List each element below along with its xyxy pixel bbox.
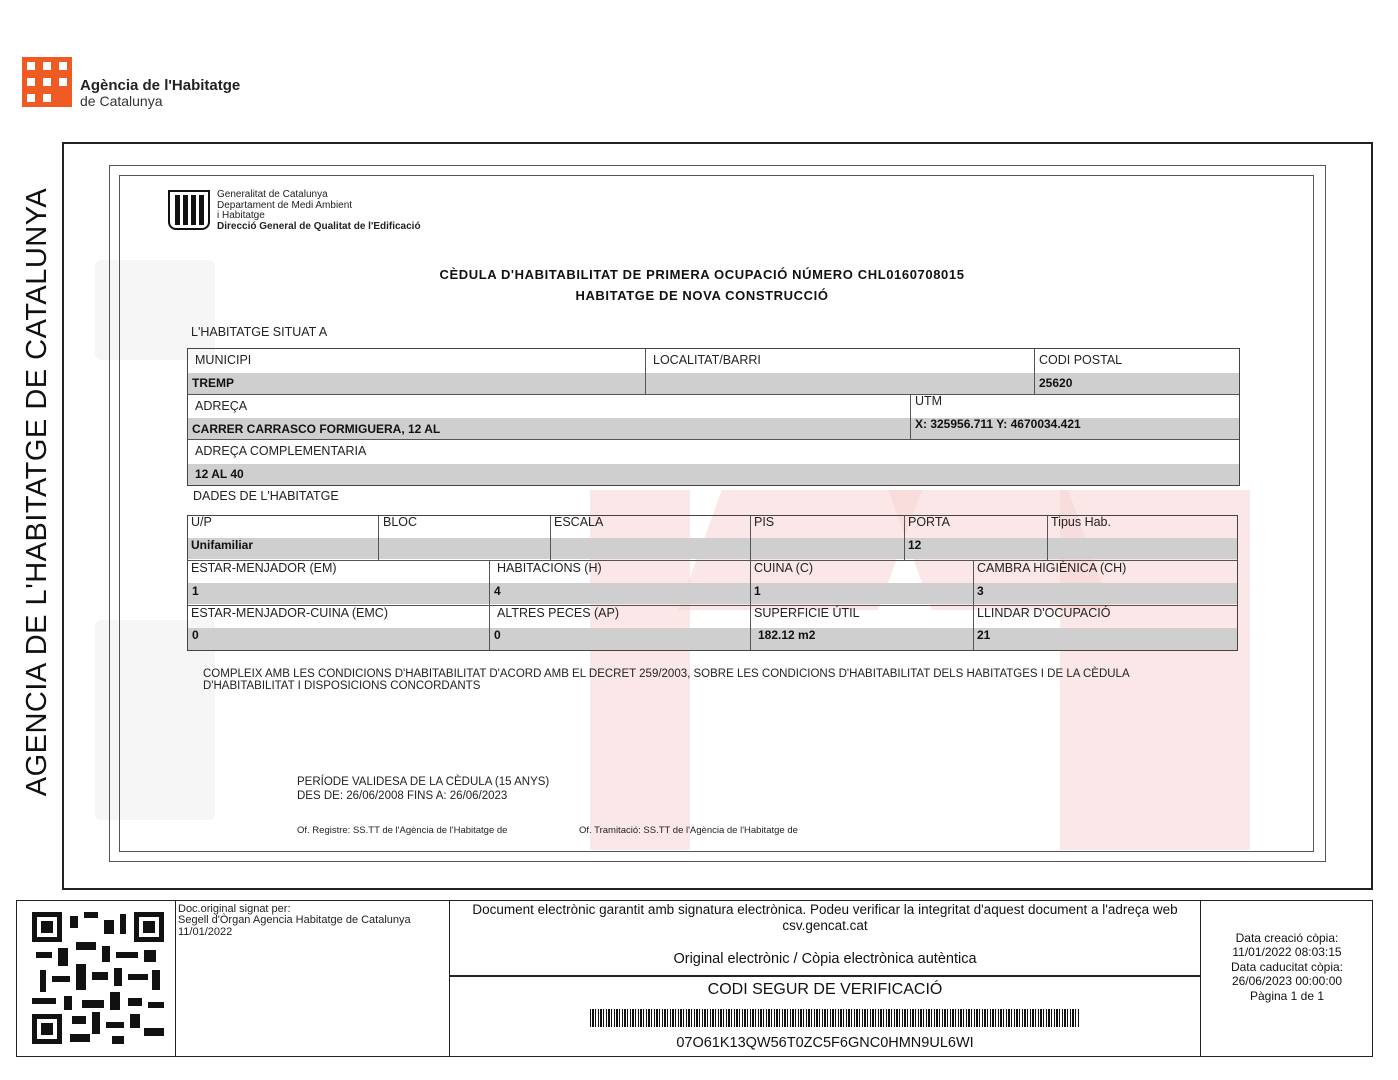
signed-date: 11/01/2022 bbox=[178, 926, 233, 938]
postal-code-value: 25620 bbox=[1039, 376, 1073, 390]
municipi-label: MUNICIPI bbox=[195, 353, 252, 367]
page-number: Pàgina 1 de 1 bbox=[1249, 989, 1325, 1003]
porta-value: 12 bbox=[908, 538, 922, 552]
footer-divider bbox=[449, 975, 1200, 977]
col-divider bbox=[750, 560, 751, 650]
su-label: SUPERFICIE ÚTIL bbox=[754, 606, 860, 620]
value-row-bg bbox=[188, 583, 1237, 604]
porta-label: PORTA bbox=[908, 515, 950, 529]
col-divider bbox=[1034, 349, 1035, 394]
expiry-date-label: Data caducitat còpia: bbox=[1230, 960, 1344, 974]
col-divider bbox=[550, 516, 551, 560]
validity-dates: DES DE: 26/06/2008 FINS A: 26/06/2023 bbox=[297, 790, 508, 802]
gencat-line3: i Habitatge bbox=[217, 210, 265, 221]
ap-value: 0 bbox=[494, 628, 501, 642]
agency-name bbox=[80, 77, 240, 109]
em-label: ESTAR-MENJADOR (EM) bbox=[191, 561, 337, 575]
registry-office: Of. Registre: SS.TT de l'Agència de l'Habitatge de bbox=[297, 825, 508, 836]
document-title: CÈDULA D'HABITABILITAT DE PRIMERA OCUPACIÓ NÚMERO CHL0160708015 bbox=[439, 267, 965, 282]
em-value: 1 bbox=[192, 584, 199, 598]
up-value: Unifamiliar bbox=[191, 538, 254, 552]
expiry-date-value: 26/06/2023 00:00:00 bbox=[1231, 974, 1343, 988]
bloc-label: BLOC bbox=[383, 515, 418, 529]
up-label: U/P bbox=[191, 515, 212, 529]
ll-value: 21 bbox=[977, 628, 991, 642]
col-divider bbox=[973, 560, 974, 650]
gencat-line1: Generalitat de Catalunya bbox=[217, 189, 328, 200]
csv-website-link[interactable]: csv.gencat.cat bbox=[782, 918, 868, 933]
qr-code-icon bbox=[32, 912, 164, 1044]
ap-label: ALTRES PECES (AP) bbox=[497, 606, 620, 620]
section-location-label: L'HABITATGE SITUAT A bbox=[191, 325, 328, 339]
csv-title: CODI SEGUR DE VERIFICACIÓ bbox=[707, 981, 943, 998]
address-label: ADREÇA bbox=[195, 399, 248, 413]
value-row-bg bbox=[188, 464, 1239, 485]
side-vertical-text: AGENCIA DE L'HABITATGE DE CATALUNYA bbox=[21, 187, 53, 797]
su-value: 182.12 m2 bbox=[758, 628, 816, 642]
generalitat-header bbox=[217, 190, 421, 232]
gencat-line4: Direcció General de Qualitat de l'Edificació bbox=[217, 220, 421, 232]
address-value: CARRER CARRASCO FORMIGUERA, 12 AL bbox=[192, 422, 441, 436]
signed-by-organ: Segell d'Òrgan Agencia Habitatge de Catalunya bbox=[178, 914, 411, 926]
localitat-label: LOCALITAT/BARRI bbox=[653, 353, 761, 367]
value-row-bg bbox=[188, 628, 1237, 650]
ch-label: CAMBRA HIGIÈNICA (CH) bbox=[977, 561, 1127, 575]
h-value: 4 bbox=[494, 584, 501, 598]
col-divider bbox=[645, 349, 646, 394]
signed-by-label: Doc.original signat per: bbox=[178, 903, 291, 915]
creation-date-value: 11/01/2022 08:03:15 bbox=[1232, 945, 1342, 959]
escala-label: ESCALA bbox=[554, 515, 604, 529]
agency-logo-icon bbox=[22, 57, 72, 107]
postal-code-label: CODI POSTAL bbox=[1039, 353, 1123, 367]
emc-label: ESTAR-MENJADOR-CUINA (EMC) bbox=[191, 606, 388, 620]
guarantee-text: Document electrònic garantit amb signatura electrònica. Podeu verificar la integritat d'aquest document a l'adreça web bbox=[472, 902, 1178, 917]
h-label: HABITACIONS (H) bbox=[497, 561, 602, 575]
address-complement-value: 12 AL 40 bbox=[195, 467, 244, 481]
utm-value: X: 325956.711 Y: 4670034.421 bbox=[915, 417, 1081, 431]
footer-divider bbox=[1200, 901, 1201, 1056]
emc-value: 0 bbox=[192, 628, 199, 642]
col-divider bbox=[1047, 516, 1048, 560]
value-row-bg bbox=[188, 538, 1237, 559]
validity-period: PERÍODE VALIDESA DE LA CÈDULA (15 ANYS) bbox=[297, 776, 550, 788]
pis-label: PIS bbox=[754, 515, 775, 529]
row-divider bbox=[188, 394, 1239, 395]
c-value: 1 bbox=[754, 584, 761, 598]
col-divider bbox=[378, 516, 379, 560]
tipus-label: Tipus Hab. bbox=[1051, 515, 1111, 529]
compliance-line2: D'HABITABILITAT I DISPOSICIONS CONCORDANTS bbox=[203, 680, 481, 692]
municipi-value: TREMP bbox=[192, 376, 234, 390]
compliance-line1: COMPLEIX AMB LES CONDICIONS D'HABITABILITAT D'ACORD AMB EL DECRET 259/2003, SOBRE LES CONDICIONS D'HABITABILITAT DELS HABITATGES I DE LA CÈDULA bbox=[203, 668, 1130, 680]
agency-name-line2: de Catalunya bbox=[80, 93, 163, 109]
ch-value: 3 bbox=[977, 584, 984, 598]
col-divider bbox=[910, 394, 911, 439]
row-divider bbox=[188, 439, 1239, 440]
gencat-line2: Departament de Medi Ambient bbox=[217, 199, 353, 211]
footer-divider bbox=[175, 901, 176, 1056]
col-divider bbox=[750, 516, 751, 560]
original-copy-text: Original electrònic / Còpia electrònica autèntica bbox=[673, 951, 977, 967]
section-dwelling-label: DADES DE L'HABITATGE bbox=[193, 489, 339, 503]
generalitat-shield-icon bbox=[168, 190, 210, 230]
utm-label: UTM bbox=[915, 394, 943, 408]
col-divider bbox=[904, 516, 905, 560]
csv-code: 07O61K13QW56T0ZC5F6GNC0HMN9UL6WI bbox=[676, 1035, 974, 1051]
creation-date-label: Data creació còpia: bbox=[1235, 931, 1339, 945]
barcode-icon bbox=[590, 1009, 1080, 1027]
c-label: CUINA (C) bbox=[754, 561, 814, 575]
value-row-bg bbox=[188, 373, 1239, 394]
ll-label: LLINDAR D'OCUPACIÓ bbox=[977, 606, 1111, 620]
agency-name-line1: Agència de l'Habitatge bbox=[80, 77, 241, 94]
address-complement-label: ADREÇA COMPLEMENTARIA bbox=[195, 444, 367, 458]
document-subtitle: HABITATGE DE NOVA CONSTRUCCIÓ bbox=[575, 288, 829, 303]
processing-office: Of. Tramitació: SS.TT de l'Agència de l'Habitatge de bbox=[579, 825, 798, 836]
col-divider bbox=[489, 560, 490, 650]
